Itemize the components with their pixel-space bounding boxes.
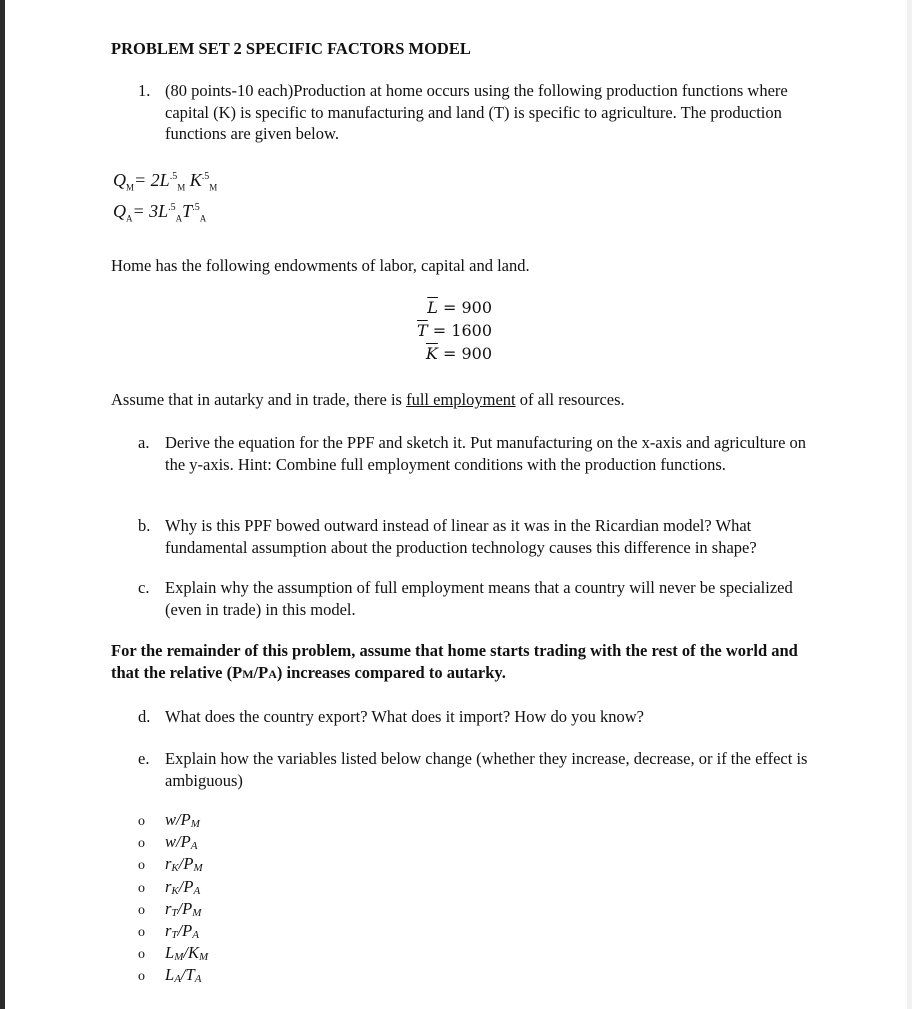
variable-item: o $r_T/P_A$ (138, 921, 199, 941)
equation-qm: $Q_M= 2L^{.5}_M$ $K^{.5}_M$ (113, 170, 218, 193)
endowment-land: $\overline{T} = 1600$ (417, 321, 492, 340)
bullet-icon: o (138, 925, 145, 940)
bullet-icon: o (138, 902, 145, 918)
endowment-capital: $\overline{K} = 900$ (425, 344, 492, 363)
question-1 (138, 80, 808, 145)
bullet-icon: o (138, 858, 145, 874)
bullet-icon: o (138, 969, 145, 985)
part-d: d. What does the country export? What does it import? How do you know? (138, 707, 644, 726)
variable-item: o $L_M/K_M$ (138, 943, 209, 964)
part-b: b. Why is this PPF bowed outward instead of linear as it was in the Ricardian model? What fundamental assumption about the production technology causes this difference in shape? (138, 516, 757, 557)
bullet-icon: o (138, 947, 145, 963)
left-window-edge (0, 0, 5, 1009)
variable-item: o $r_T/P_M$ (138, 898, 202, 919)
endowments-block (400, 296, 492, 365)
bullet-icon: o (138, 880, 145, 896)
part-c: c. Explain why the assumption of full employment means that a country will never be specialized (even in trade) in this model. (138, 578, 793, 619)
full-employment-assumption: Assume that in autarky and in trade, there is full employment of all resources. (111, 390, 625, 409)
remainder-instruction: For the remainder of this problem, assume that home starts trading with the rest of the world and that the relative (PM/PA) increases compared to autarky. (111, 641, 798, 682)
variable-item: o $r_K/P_A$ (138, 876, 201, 897)
variable-item: o $w/P_A$ (138, 832, 198, 853)
variable-item: o $r_K/P_M$ (138, 854, 203, 875)
question-number: 1. (138, 81, 151, 100)
endowment-labor: $\overline{L} = 900$ (427, 298, 492, 317)
page-title: PROBLEM SET 2 SPECIFIC FACTORS MODEL (111, 39, 471, 58)
part-a: a. Derive the equation for the PPF and sketch it. Put manufacturing on the x-axis and agriculture on the y-axis. Hint: Combine full employment conditions with the production functions. (138, 433, 807, 474)
equation-qa: $Q_A= 3L^{.5}_AT^{.5}_A$ (113, 201, 207, 224)
variable-item: o $L_A/T_A$ (138, 965, 202, 986)
bullet-icon: o (138, 836, 145, 852)
right-window-edge (907, 0, 912, 1009)
variable-item: o $w/P_M$ (138, 810, 200, 830)
question-1-text: (80 points-10 each)Production at home occurs using the following production functions where capital (K) is specific to manufacturing and land (T) is specific to agriculture. The production functions are given below. (165, 81, 788, 143)
part-e: e. Explain how the variables listed below change (whether they increase, decrease, or if the effect is ambiguous) (138, 749, 808, 790)
bullet-icon: o (138, 814, 145, 829)
endowments-intro: Home has the following endowments of labor, capital and land. (111, 256, 530, 275)
